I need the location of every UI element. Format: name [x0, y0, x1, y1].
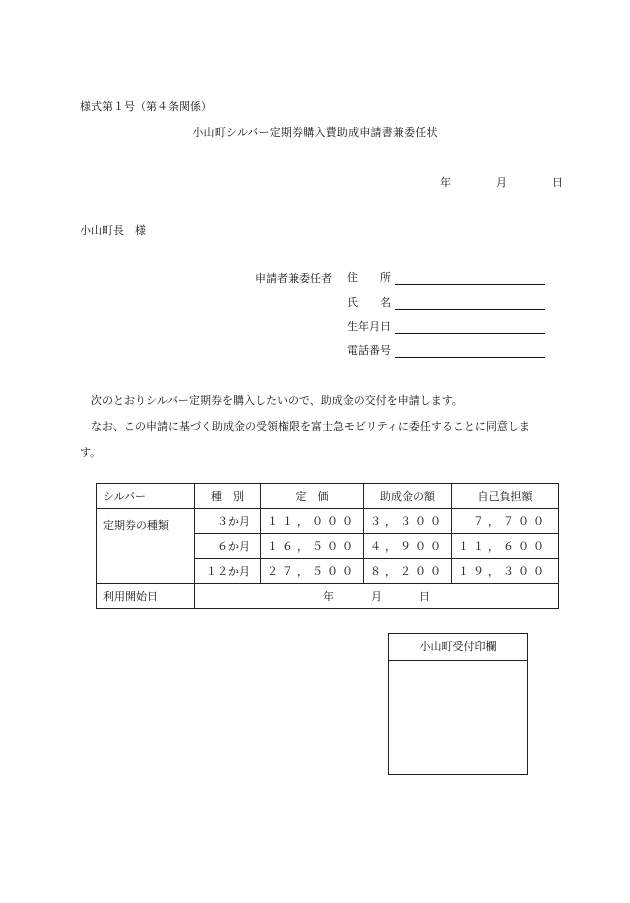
date-month-label: 月 [496, 176, 507, 189]
start-month-label: 月 [371, 590, 382, 603]
price-cell: ２７，５００ [261, 559, 364, 584]
pass-type-cell: ６か月 [195, 534, 261, 559]
reception-stamp-box [388, 633, 528, 775]
birthdate-input-line[interactable] [395, 321, 545, 334]
date-year-label: 年 [440, 176, 451, 189]
fare-table [96, 483, 559, 609]
date-line [440, 174, 563, 190]
stamp-box-header: 小山町受付印欄 [389, 634, 527, 661]
price-cell: １１，０００ [261, 509, 364, 534]
body-paragraph-2: なお、この申請に基づく助成金の受領権限を富士急モビリティに委任することに同意します。 [80, 420, 530, 459]
start-date-field[interactable] [195, 584, 559, 609]
subsidy-cell: ４，９００ [364, 534, 452, 559]
self-pay-cell: １１，６００ [452, 534, 559, 559]
addressee: 小山町長 様 [80, 224, 146, 237]
pass-type-cell: ３か月 [195, 509, 261, 534]
address-input-line[interactable] [395, 272, 545, 285]
header-type: 種 別 [195, 484, 261, 509]
row-label-silver: シルバー [97, 484, 195, 509]
field-address [347, 269, 545, 285]
header-price: 定 価 [261, 484, 364, 509]
table-header-row [97, 484, 559, 509]
document-title: 小山町シルバー定期券購入費助成申請書兼委任状 [192, 126, 438, 139]
form-number: 様式第１号（第４条関係） [80, 100, 212, 113]
price-cell: １６，５００ [261, 534, 364, 559]
table-row [97, 509, 559, 534]
header-subsidy: 助成金の額 [364, 484, 452, 509]
start-year-label: 年 [323, 590, 334, 603]
body-text [80, 388, 550, 466]
body-paragraph-1: 次のとおりシルバー定期券を購入したいので、助成金の交付を申請します。 [91, 394, 463, 407]
start-date-row [97, 584, 559, 609]
subsidy-cell: ３，３００ [364, 509, 452, 534]
field-phone [347, 342, 545, 358]
row-label-pass-type: 定期券の種類 [97, 509, 195, 584]
field-label: 氏 名 [347, 296, 391, 309]
field-label: 生年月日 [347, 320, 391, 333]
name-input-line[interactable] [395, 297, 545, 310]
date-day-label: 日 [552, 176, 563, 189]
self-pay-cell: ７，７００ [452, 509, 559, 534]
start-date-label: 利用開始日 [97, 584, 195, 609]
phone-input-line[interactable] [395, 345, 545, 358]
start-day-label: 日 [419, 590, 430, 603]
header-self-pay: 自己負担額 [452, 484, 559, 509]
field-label: 電話番号 [347, 344, 391, 357]
field-birthdate [347, 318, 545, 334]
subsidy-cell: ８，２００ [364, 559, 452, 584]
self-pay-cell: １９，３００ [452, 559, 559, 584]
applicant-label: 申請者兼委任者 [255, 272, 332, 285]
pass-type-cell: １２か月 [195, 559, 261, 584]
field-label: 住 所 [347, 271, 391, 284]
field-name [347, 294, 545, 310]
